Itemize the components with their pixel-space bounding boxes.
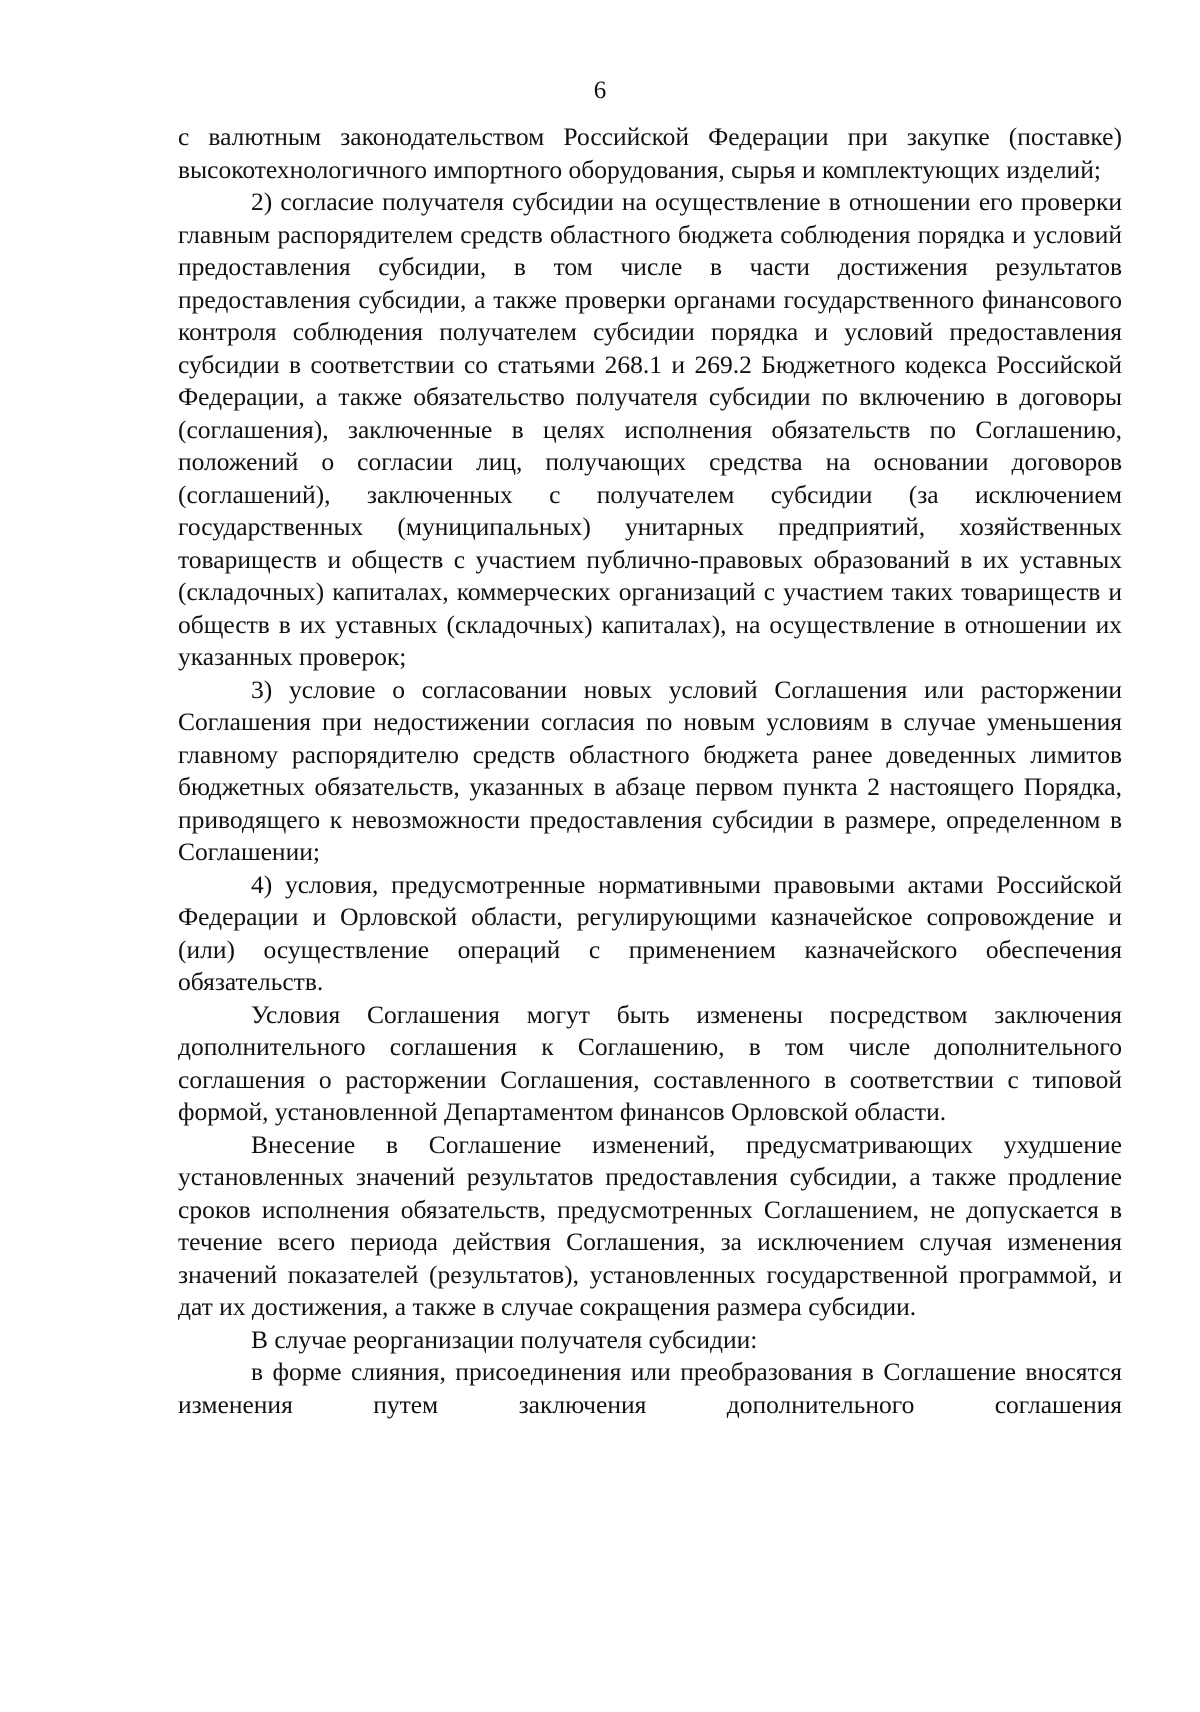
paragraph-item-4-treasury-support: 4) условия, предусмотренные нормативными правовыми актами Российской Федерации и Орловской области, регулирующими казначейское сопровождение и (или) осуществление операций с применением казначейского обеспечения обязательств.: [178, 869, 1122, 996]
page-number: 6: [593, 77, 607, 104]
paragraph-item-3-new-conditions: 3) условие о согласовании новых условий Соглашения или расторжении Соглашения при недостижении согласия по новым условиям в случае уменьшения главному распорядителю средств областного бюджета ранее доведенных лимитов бюджетных обязательств, указанных в абзаце первом пункта 2 настоящего Порядка, приводящего к невозможности предоставления субсидии в размере, определенном в Соглашении;: [178, 674, 1122, 866]
document-body: [178, 121, 1122, 1421]
paragraph-item-2-audit-consent: 2) согласие получателя субсидии на осуществление в отношении его проверки главным распорядителем средств областного бюджета соблюдения порядка и условий предоставления субсидии, в том числе в части достижения результатов предоставления субсидии, а также проверки органами государственного финансового контроля соблюдения получателем субсидии порядка и условий предоставления субсидии в соответствии со статьями 268.1 и 269.2 Бюджетного кодекса Российской Федерации, а также обязательство получателя субсидии по включению в договоры (соглашения), заключенные в целях исполнения обязательств по Соглашению, положений о согласии лиц, получающих средства на основании договоров (соглашений), заключенных с получателем субсидии (за исключением государственных (муниципальных) унитарных предприятий, хозяйственных товариществ и обществ с участием публично-правовых образований в их уставных (складочных) капиталах, коммерческих организаций с участием таких товариществ и обществ в их уставных (складочных) капиталах), на осуществление в отношении их указанных проверок;: [178, 187, 1122, 671]
paragraph-amendment-restrictions: Внесение в Соглашение изменений, предусматривающих ухудшение установленных значений результатов предоставления субсидии, а также продление сроков исполнения обязательств, предусмотренных Соглашением, не допускается в течение всего периода действия Соглашения, за исключением случая изменения значений показателей (результатов), установленных государственной программой, и дат их достижения, а также в случае сокращения размера субсидии.: [178, 1129, 1122, 1321]
paragraph-currency-law-continuation: с валютным законодательством Российской Федерации при закупке (поставке) высокотехнологичного импортного оборудования, сырья и комплектующих изделий;: [178, 122, 1122, 184]
paragraph-agreement-amendment: Условия Соглашения могут быть изменены посредством заключения дополнительного соглашения к Соглашению, в том числе дополнительного соглашения о расторжении Соглашения, составленного в соответствии с типовой формой, установленной Департаментом финансов Орловской области.: [178, 999, 1122, 1126]
paragraph-reorganization-intro: В случае реорганизации получателя субсидии:: [251, 1324, 758, 1354]
paragraph-reorganization-merger: в форме слияния, присоединения или преобразования в Соглашение вносятся изменения путем заключения дополнительного соглашения: [178, 1357, 1122, 1419]
